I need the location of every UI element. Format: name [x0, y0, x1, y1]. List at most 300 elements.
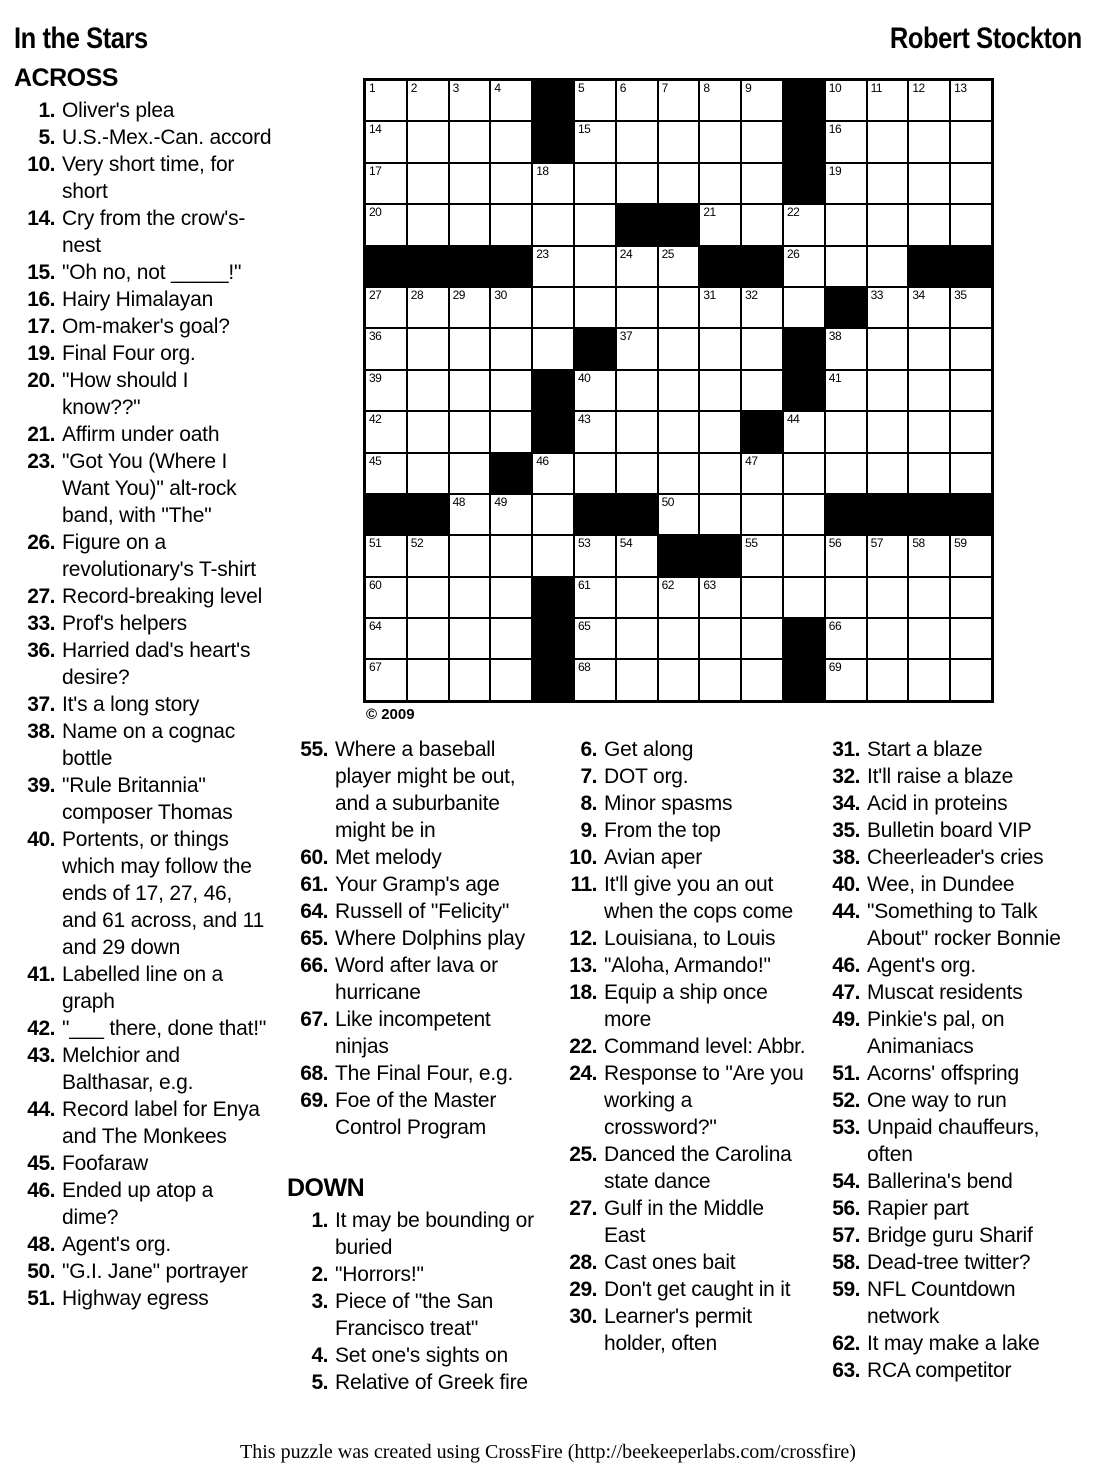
clue-text: Foofaraw — [62, 1152, 148, 1175]
clue-number: 25. — [569, 1143, 597, 1166]
grid-cell[interactable] — [574, 453, 616, 494]
grid-cell[interactable] — [950, 659, 992, 700]
grid-cell[interactable] — [741, 121, 783, 162]
grid-cell[interactable] — [407, 411, 449, 452]
grid-cell-black — [365, 246, 407, 287]
grid-cell[interactable] — [574, 411, 616, 452]
grid-cell[interactable] — [449, 287, 491, 328]
clue-column-3 — [556, 736, 808, 1357]
clue-number: 10. — [27, 153, 55, 176]
grid-cell[interactable] — [908, 204, 950, 245]
clue-item-56 — [819, 1195, 1068, 1222]
grid-cell[interactable] — [950, 204, 992, 245]
grid-cell[interactable] — [908, 535, 950, 576]
cell-number: 69 — [828, 660, 842, 675]
grid-cell[interactable] — [741, 535, 783, 576]
grid-cell[interactable] — [867, 204, 909, 245]
grid-cell[interactable] — [365, 370, 407, 411]
down-clue-list-3 — [819, 736, 1068, 1384]
grid-cell[interactable] — [490, 328, 532, 369]
grid-cell[interactable] — [741, 328, 783, 369]
clue-text: Like incompetent ninjas — [335, 1008, 491, 1058]
grid-cell[interactable] — [658, 453, 700, 494]
grid-cell-black — [783, 370, 825, 411]
grid-cell[interactable] — [365, 287, 407, 328]
grid-cell[interactable] — [449, 80, 491, 121]
grid-cell[interactable] — [699, 411, 741, 452]
clue-text: "Horrors!" — [335, 1263, 424, 1286]
clue-text: Muscat residents — [867, 981, 1023, 1004]
grid-cell[interactable] — [867, 411, 909, 452]
grid-cell[interactable] — [741, 494, 783, 535]
grid-cell[interactable] — [407, 204, 449, 245]
grid-cell[interactable] — [741, 204, 783, 245]
grid-cell[interactable] — [407, 80, 449, 121]
grid-cell[interactable] — [699, 494, 741, 535]
cell-number: 38 — [828, 329, 842, 344]
clue-text: Highway egress — [62, 1287, 209, 1310]
grid-cell[interactable] — [532, 494, 574, 535]
clue-number: 66. — [300, 954, 328, 977]
grid-cell-black — [783, 121, 825, 162]
clue-item-31 — [819, 736, 1068, 763]
grid-cell[interactable] — [699, 121, 741, 162]
grid-cell[interactable] — [574, 659, 616, 700]
grid-cell[interactable] — [699, 370, 741, 411]
grid-cell[interactable] — [490, 80, 532, 121]
cell-number: 24 — [619, 246, 633, 261]
grid-cell[interactable] — [449, 328, 491, 369]
clue-text: Ended up atop a dime? — [62, 1179, 214, 1229]
grid-cell[interactable] — [407, 121, 449, 162]
clue-text: Melchior and Balthasar, e.g. — [62, 1044, 194, 1094]
grid-cell[interactable] — [950, 121, 992, 162]
grid-cell[interactable] — [825, 328, 867, 369]
clue-number: 53. — [832, 1116, 860, 1139]
clue-number: 15. — [27, 261, 55, 284]
cell-number: 65 — [577, 619, 591, 634]
grid-cell[interactable] — [699, 577, 741, 618]
grid-cell-black — [783, 80, 825, 121]
grid-cell[interactable] — [407, 659, 449, 700]
grid-cell-black — [407, 494, 449, 535]
grid-cell[interactable] — [574, 287, 616, 328]
grid-cell[interactable] — [365, 577, 407, 618]
grid-cell[interactable] — [449, 163, 491, 204]
grid-cell-black — [532, 121, 574, 162]
grid-cell[interactable] — [908, 453, 950, 494]
grid-cell[interactable] — [658, 121, 700, 162]
grid-cell[interactable] — [407, 618, 449, 659]
clue-number: 58. — [832, 1251, 860, 1274]
grid-cell[interactable] — [490, 163, 532, 204]
grid-cell[interactable] — [365, 163, 407, 204]
clue-number: 33. — [27, 612, 55, 635]
clue-item-39 — [14, 772, 272, 826]
grid-cell[interactable] — [449, 535, 491, 576]
clue-number: 23. — [27, 450, 55, 473]
cell-number: 17 — [369, 163, 382, 178]
grid-cell[interactable] — [658, 411, 700, 452]
grid-cell[interactable] — [490, 494, 532, 535]
grid-cell[interactable] — [867, 659, 909, 700]
grid-cell[interactable] — [616, 659, 658, 700]
grid-cell-black — [699, 535, 741, 576]
grid-cell[interactable] — [616, 535, 658, 576]
grid-cell[interactable] — [950, 577, 992, 618]
grid-cell[interactable] — [407, 287, 449, 328]
grid-cell[interactable] — [449, 494, 491, 535]
grid-cell[interactable] — [950, 80, 992, 121]
clue-number: 2. — [311, 1263, 328, 1286]
grid-cell[interactable] — [490, 535, 532, 576]
grid-cell[interactable] — [532, 328, 574, 369]
grid-cell[interactable] — [783, 535, 825, 576]
grid-cell[interactable] — [449, 204, 491, 245]
across-clue-list-2 — [287, 736, 539, 1141]
grid-cell[interactable] — [741, 618, 783, 659]
cell-number: 22 — [786, 205, 800, 220]
grid-cell[interactable] — [825, 163, 867, 204]
grid-cell[interactable] — [867, 618, 909, 659]
clue-number: 26. — [27, 531, 55, 554]
grid-cell[interactable] — [908, 370, 950, 411]
grid-cell[interactable] — [490, 659, 532, 700]
grid-cell[interactable] — [867, 328, 909, 369]
grid-cell[interactable] — [407, 328, 449, 369]
crossword-grid — [363, 78, 994, 703]
clue-number: 37. — [27, 693, 55, 716]
grid-cell[interactable] — [783, 453, 825, 494]
grid-cell[interactable] — [407, 535, 449, 576]
grid-cell[interactable] — [449, 411, 491, 452]
grid-cell[interactable] — [616, 411, 658, 452]
clue-text: Russell of "Felicity" — [335, 900, 510, 923]
grid-cell[interactable] — [365, 453, 407, 494]
grid-cell[interactable] — [490, 204, 532, 245]
grid-cell[interactable] — [825, 80, 867, 121]
grid-cell[interactable] — [616, 80, 658, 121]
grid-cell[interactable] — [699, 80, 741, 121]
grid-cell[interactable] — [574, 246, 616, 287]
grid-cell-black — [741, 411, 783, 452]
grid-cell[interactable] — [449, 618, 491, 659]
grid-cell[interactable] — [616, 163, 658, 204]
clue-text: Word after lava or hurricane — [335, 954, 498, 1004]
clue-text: Record label for Enya and The Monkees — [62, 1098, 260, 1148]
grid-cell[interactable] — [867, 80, 909, 121]
grid-cell[interactable] — [658, 659, 700, 700]
clue-number: 8. — [580, 792, 597, 815]
grid-cell[interactable] — [908, 328, 950, 369]
grid-cell[interactable] — [365, 80, 407, 121]
clue-item-7 — [556, 763, 808, 790]
clue-text: Very short time, for short — [62, 153, 235, 203]
grid-cell[interactable] — [741, 577, 783, 618]
grid-cell[interactable] — [658, 577, 700, 618]
clue-text: Danced the Carolina state dance — [604, 1143, 792, 1193]
clue-text: "___ there, done that!" — [62, 1017, 267, 1040]
grid-cell[interactable] — [825, 659, 867, 700]
grid-cell[interactable] — [699, 659, 741, 700]
grid-cell[interactable] — [574, 618, 616, 659]
grid-cell[interactable] — [867, 287, 909, 328]
grid-cell-black — [490, 246, 532, 287]
grid-cell[interactable] — [741, 659, 783, 700]
grid-cell[interactable] — [658, 163, 700, 204]
cell-number: 11 — [870, 81, 883, 95]
grid-cell[interactable] — [532, 287, 574, 328]
cell-number: 51 — [369, 536, 382, 551]
grid-cell[interactable] — [616, 577, 658, 618]
grid-cell[interactable] — [407, 370, 449, 411]
clue-text: DOT org. — [604, 765, 689, 788]
clue-number: 32. — [832, 765, 860, 788]
grid-cell[interactable] — [950, 328, 992, 369]
grid-cell[interactable] — [867, 577, 909, 618]
grid-cell[interactable] — [741, 80, 783, 121]
grid-cell[interactable] — [699, 163, 741, 204]
grid-cell[interactable] — [616, 618, 658, 659]
clue-number: 38. — [832, 846, 860, 869]
grid-cell[interactable] — [908, 287, 950, 328]
grid-cell[interactable] — [783, 577, 825, 618]
grid-cell[interactable] — [449, 121, 491, 162]
grid-cell[interactable] — [532, 535, 574, 576]
clue-item-35 — [819, 817, 1068, 844]
grid-cell[interactable] — [365, 659, 407, 700]
cell-number: 57 — [870, 536, 883, 551]
grid-cell[interactable] — [532, 204, 574, 245]
grid-cell[interactable] — [490, 121, 532, 162]
clue-item-69 — [287, 1087, 539, 1141]
cell-number: 54 — [619, 536, 633, 551]
grid-cell[interactable] — [867, 121, 909, 162]
clue-number: 22. — [569, 1035, 597, 1058]
cell-number: 26 — [786, 246, 800, 261]
clue-column-across — [14, 63, 272, 1312]
cell-number: 6 — [619, 81, 626, 95]
grid-cell[interactable] — [616, 328, 658, 369]
grid-cell[interactable] — [783, 287, 825, 328]
clue-item-66 — [287, 952, 539, 1006]
clue-item-26 — [14, 529, 272, 583]
grid-cell[interactable] — [574, 577, 616, 618]
grid-cell[interactable] — [741, 370, 783, 411]
clue-number: 65. — [300, 927, 328, 950]
grid-cell[interactable] — [867, 370, 909, 411]
clue-item-17 — [14, 313, 272, 340]
grid-cell[interactable] — [365, 535, 407, 576]
grid-cell[interactable] — [532, 453, 574, 494]
grid-cell[interactable] — [699, 453, 741, 494]
grid-cell[interactable] — [658, 80, 700, 121]
grid-cell[interactable] — [950, 453, 992, 494]
clue-number: 46. — [27, 1179, 55, 1202]
grid-cell[interactable] — [825, 411, 867, 452]
grid-cell[interactable] — [699, 618, 741, 659]
grid-cell[interactable] — [658, 328, 700, 369]
clue-item-33 — [14, 610, 272, 637]
grid-cell[interactable] — [783, 246, 825, 287]
clue-text: Affirm under oath — [62, 423, 220, 446]
clue-item-2 — [287, 1261, 539, 1288]
grid-cell[interactable] — [365, 121, 407, 162]
clue-number: 5. — [38, 126, 55, 149]
clue-number: 51. — [832, 1062, 860, 1085]
grid-cell[interactable] — [365, 328, 407, 369]
grid-cell[interactable] — [950, 535, 992, 576]
clue-number: 9. — [580, 819, 597, 842]
grid-cell[interactable] — [658, 618, 700, 659]
grid-cell[interactable] — [825, 370, 867, 411]
grid-cell[interactable] — [908, 121, 950, 162]
grid-cell[interactable] — [574, 163, 616, 204]
grid-cell[interactable] — [616, 246, 658, 287]
clue-text: The Final Four, e.g. — [335, 1062, 514, 1085]
grid-cell[interactable] — [699, 204, 741, 245]
clue-text: "G.I. Jane" portrayer — [62, 1260, 248, 1283]
grid-cell[interactable] — [365, 204, 407, 245]
grid-cell[interactable] — [490, 577, 532, 618]
grid-cell[interactable] — [658, 246, 700, 287]
cell-number: 5 — [577, 81, 585, 95]
clue-item-10 — [556, 844, 808, 871]
grid-cell[interactable] — [908, 80, 950, 121]
grid-cell-black — [825, 287, 867, 328]
grid-cell[interactable] — [574, 80, 616, 121]
cell-number: 28 — [410, 287, 424, 302]
grid-cell[interactable] — [574, 535, 616, 576]
clue-item-51 — [819, 1060, 1068, 1087]
grid-cell-black — [699, 246, 741, 287]
grid-cell[interactable] — [950, 618, 992, 659]
grid-cell[interactable] — [658, 287, 700, 328]
grid-cell[interactable] — [741, 163, 783, 204]
cell-number: 41 — [828, 370, 842, 385]
grid-cell[interactable] — [825, 618, 867, 659]
clue-text: Om-maker's goal? — [62, 315, 230, 338]
grid-cell[interactable] — [825, 246, 867, 287]
clue-item-37 — [14, 691, 272, 718]
grid-cell[interactable] — [741, 287, 783, 328]
grid-cell[interactable] — [574, 370, 616, 411]
clue-text: It may be bounding or buried — [335, 1209, 534, 1259]
cell-number: 10 — [828, 81, 842, 95]
grid-cell[interactable] — [574, 204, 616, 245]
grid-cell[interactable] — [490, 618, 532, 659]
grid-cell[interactable] — [825, 204, 867, 245]
grid-cell[interactable] — [616, 121, 658, 162]
grid-cell[interactable] — [741, 453, 783, 494]
clue-item-24 — [556, 1060, 808, 1141]
grid-cell[interactable] — [407, 577, 449, 618]
cell-number: 49 — [494, 494, 507, 509]
grid-cell[interactable] — [616, 287, 658, 328]
grid-cell-black — [532, 370, 574, 411]
grid-cell[interactable] — [908, 577, 950, 618]
grid-cell[interactable] — [950, 411, 992, 452]
grid-cell[interactable] — [407, 163, 449, 204]
grid-cell[interactable] — [825, 577, 867, 618]
grid-cell[interactable] — [950, 163, 992, 204]
grid-cell[interactable] — [783, 411, 825, 452]
puzzle-title: In the Stars — [14, 22, 148, 55]
clue-item-19 — [14, 340, 272, 367]
clue-text: Labelled line on a graph — [62, 963, 224, 1013]
cell-number: 29 — [452, 287, 465, 302]
grid-cell[interactable] — [490, 370, 532, 411]
grid-cell[interactable] — [490, 287, 532, 328]
grid-cell[interactable] — [699, 328, 741, 369]
grid-cell[interactable] — [532, 163, 574, 204]
grid-cell[interactable] — [867, 163, 909, 204]
grid-cell[interactable] — [908, 618, 950, 659]
grid-cell[interactable] — [449, 577, 491, 618]
clue-number: 27. — [27, 585, 55, 608]
clue-text: It'll give you an out when the cops come — [604, 873, 794, 923]
clue-text: Ballerina's bend — [867, 1170, 1013, 1193]
grid-cell[interactable] — [825, 121, 867, 162]
grid-cell[interactable] — [699, 287, 741, 328]
clue-item-62 — [819, 1330, 1068, 1357]
grid-cell[interactable] — [490, 411, 532, 452]
grid-cell[interactable] — [825, 453, 867, 494]
grid-cell[interactable] — [950, 370, 992, 411]
clue-item-46 — [14, 1177, 272, 1231]
grid-cell[interactable] — [407, 453, 449, 494]
grid-cell[interactable] — [616, 370, 658, 411]
grid-cell-black — [449, 246, 491, 287]
clue-item-15 — [14, 259, 272, 286]
grid-cell[interactable] — [783, 494, 825, 535]
grid-cell[interactable] — [574, 121, 616, 162]
grid-cell[interactable] — [783, 204, 825, 245]
grid-cell[interactable] — [908, 411, 950, 452]
grid-cell[interactable] — [532, 246, 574, 287]
grid-cell[interactable] — [449, 370, 491, 411]
grid-cell[interactable] — [908, 163, 950, 204]
grid-cell[interactable] — [908, 659, 950, 700]
grid-cell[interactable] — [825, 535, 867, 576]
clue-number: 55. — [300, 738, 328, 761]
grid-cell-black — [532, 411, 574, 452]
grid-cell[interactable] — [365, 618, 407, 659]
clue-number: 6. — [580, 738, 597, 761]
grid-cell[interactable] — [616, 453, 658, 494]
grid-cell[interactable] — [867, 535, 909, 576]
clue-number: 54. — [832, 1170, 860, 1193]
clue-text: Avian aper — [604, 846, 703, 869]
clue-number: 1. — [38, 99, 55, 122]
clue-text: Dead-tree twitter? — [867, 1251, 1031, 1274]
grid-cell[interactable] — [658, 370, 700, 411]
grid-cell[interactable] — [449, 659, 491, 700]
clue-number: 12. — [569, 927, 597, 950]
across-heading: ACROSS — [14, 64, 118, 92]
clue-text: Where Dolphins play — [335, 927, 525, 950]
cell-number: 13 — [954, 81, 967, 95]
grid-cell-black — [532, 618, 574, 659]
grid-cell[interactable] — [950, 287, 992, 328]
grid-cell[interactable] — [867, 453, 909, 494]
cell-number: 62 — [661, 577, 674, 592]
grid-cell[interactable] — [658, 494, 700, 535]
cell-number: 39 — [369, 370, 382, 385]
grid-cell[interactable] — [449, 453, 491, 494]
grid-cell[interactable] — [365, 411, 407, 452]
grid-cell[interactable] — [867, 246, 909, 287]
